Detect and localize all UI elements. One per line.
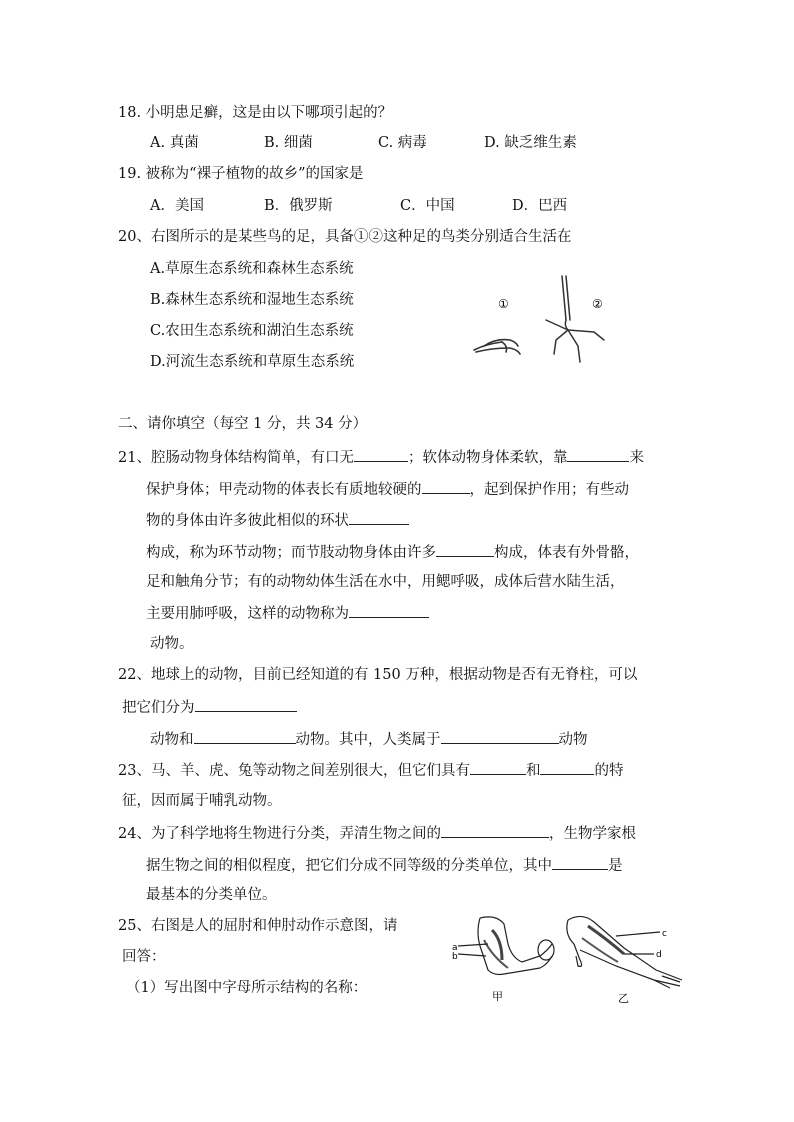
question-18-option-a: A. 真菌	[150, 135, 199, 151]
question-18-stem: 18. 小明患足癣，这是由以下哪项引起的？	[118, 105, 393, 121]
answer-blank[interactable]	[470, 759, 526, 775]
question-22-line-2: 把它们分为	[122, 696, 297, 718]
question-21-line-1: 21、腔肠动物身体结构简单，有口无 ；软体动物身体柔软，靠 来	[118, 446, 644, 468]
label-d: d	[656, 950, 662, 960]
extended-arm-icon	[567, 916, 682, 988]
question-23-line-1: 23、马、羊、虎、兔等动物之间差别很大，但它们具有 和 的特	[118, 759, 623, 781]
question-19-option-c: C．中国	[400, 198, 455, 214]
question-20-stem: 20、右图所示的是某些鸟的足，具备①②这种足的鸟类分别适合生活在	[118, 229, 572, 245]
question-21-line-6: 主要用肺呼吸，这样的动物称为	[146, 602, 429, 624]
question-21-line-4: 构成，称为环节动物；而节肢动物身体由许多 构成，体表有外骨骼，	[146, 541, 639, 563]
question-20-option-b: B.森林生态系统和湿地生态系统	[150, 292, 354, 308]
question-20-option-c: C.农田生态系统和湖泊生态系统	[150, 323, 354, 339]
flexed-arm-icon	[458, 917, 554, 975]
question-19-option-a: A．美国	[150, 198, 204, 214]
question-18-option-d: D. 缺乏维生素	[484, 135, 577, 151]
question-24-line-2: 据生物之间的相似程度，把它们分成不同等级的分类单位，其中 是	[146, 854, 623, 876]
label-b: b	[452, 952, 458, 962]
perching-foot-icon	[474, 340, 520, 354]
answer-blank[interactable]	[567, 446, 629, 462]
label-yi: 乙	[618, 992, 629, 1005]
answer-blank[interactable]	[349, 509, 409, 525]
question-18-option-b: B. 细菌	[264, 135, 313, 151]
question-20-option-a: A.草原生态系统和森林生态系统	[150, 261, 354, 277]
question-21-line-7: 动物。	[150, 636, 194, 652]
label-c: c	[662, 929, 667, 939]
question-25-line-2: 回答：	[122, 949, 166, 965]
answer-blank[interactable]	[441, 822, 549, 838]
answer-blank[interactable]	[441, 728, 559, 744]
figure-label-2: ②	[592, 297, 603, 311]
question-21-line-5: 足和触角分节；有的动物幼体生活在水中，用鳃呼吸，成体后营水陆生活，	[146, 574, 625, 590]
answer-blank[interactable]	[540, 759, 594, 775]
question-20-option-d: D.河流生态系统和草原生态系统	[150, 354, 355, 370]
question-24-line-3: 最基本的分类单位。	[146, 887, 277, 903]
question-25-line-3: （1）写出图中字母所示结构的名称：	[126, 980, 368, 996]
answer-blank[interactable]	[422, 478, 470, 494]
label-a: a	[452, 943, 458, 953]
answer-blank[interactable]	[194, 728, 296, 744]
question-21-line-3: 物的身体由许多彼此相似的环状	[146, 509, 409, 531]
answer-blank[interactable]	[354, 446, 408, 462]
section-2-title: 二、请你填空（每空 1 分，共 34 分）	[118, 416, 368, 432]
elbow-flexion-extension-figure	[448, 910, 698, 1005]
walking-foot-icon	[546, 276, 604, 362]
question-19-option-d: D．巴西	[512, 198, 568, 214]
bird-feet-figure	[462, 270, 642, 380]
question-25-line-1: 25、右图是人的屈肘和伸肘动作示意图，请	[118, 918, 398, 934]
question-22-line-3: 动物和 动物。其中，人类属于 动物	[150, 728, 588, 750]
question-19-stem: 19. 被称为“裸子植物的故乡”的国家是	[118, 166, 364, 182]
answer-blank[interactable]	[552, 854, 608, 870]
label-jia: 甲	[492, 990, 503, 1003]
question-19-option-b: B．俄罗斯	[264, 198, 333, 214]
question-24-line-1: 24、为了科学地将生物进行分类，弄清生物之间的 ，生物学家根	[118, 822, 636, 844]
figure-label-1: ①	[498, 297, 509, 311]
answer-blank[interactable]	[349, 602, 429, 618]
answer-blank[interactable]	[436, 541, 494, 557]
answer-blank[interactable]	[195, 696, 297, 712]
question-22-line-1: 22、地球上的动物，目前已经知道的有 150 万种，根据动物是否有无脊柱，可以	[118, 667, 638, 683]
question-18-option-c: C. 病毒	[378, 135, 427, 151]
question-21-line-2: 保护身体；甲壳动物的体表长有质地较硬的 ，起到保护作用；有些动	[146, 478, 629, 500]
question-23-line-2: 征，因而属于哺乳动物。	[122, 793, 282, 809]
